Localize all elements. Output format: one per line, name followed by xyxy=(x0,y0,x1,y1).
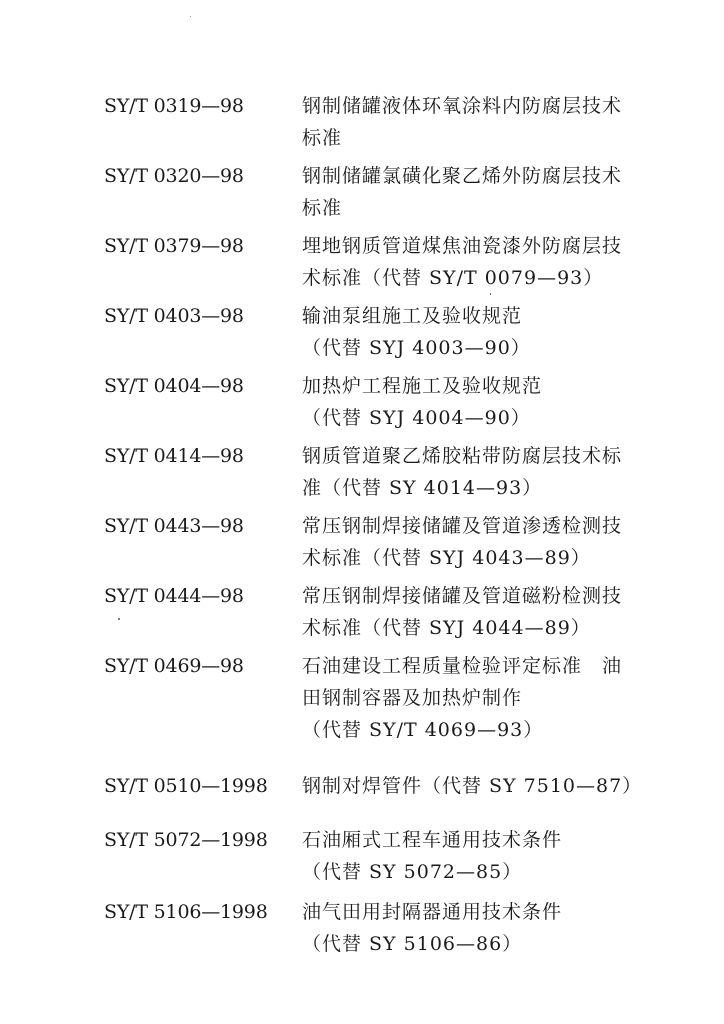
standard-title xyxy=(302,90,664,154)
scan-speck xyxy=(490,293,491,295)
standard-code: SY/T 0320—98 xyxy=(104,165,244,187)
standard-title xyxy=(302,370,664,434)
standard-code: SY/T 0444—98 xyxy=(104,585,244,607)
standard-title xyxy=(302,580,664,644)
standard-title xyxy=(302,230,664,294)
standard-title xyxy=(302,510,664,574)
title-line: （代替 SY 5072—85） xyxy=(302,861,523,883)
standard-code: SY/T 0379—98 xyxy=(104,235,244,257)
standard-code: SY/T 0404—98 xyxy=(104,375,244,397)
title-line: （代替 SY/T 4069—93） xyxy=(302,719,544,741)
title-line: 输油泵组施工及验收规范 xyxy=(302,305,523,327)
title-line: （代替 SY 5106—86） xyxy=(302,933,523,955)
standard-title xyxy=(302,770,664,802)
title-line: 术标准（代替 SY/T 0079—93） xyxy=(302,267,604,289)
standard-title xyxy=(302,896,664,960)
standard-code: SY/T 0414—98 xyxy=(104,445,244,467)
standard-title xyxy=(302,440,664,504)
standard-title xyxy=(302,160,664,224)
title-line: 加热炉工程施工及验收规范 xyxy=(302,375,543,397)
standard-title xyxy=(302,650,664,746)
standard-code: SY/T 0403—98 xyxy=(104,305,244,327)
title-line: 标准 xyxy=(302,127,343,149)
title-line: （代替 SYJ 4003—90） xyxy=(302,337,531,359)
title-line: 钢制储罐液体环氧涂料内防腐层技术 xyxy=(302,95,623,117)
standard-title xyxy=(302,824,664,888)
title-line: 埋地钢质管道煤焦油瓷漆外防腐层技 xyxy=(302,235,623,257)
title-line: 钢制储罐氯磺化聚乙烯外防腐层技术 xyxy=(302,165,623,187)
standard-code: SY/T 0469—98 xyxy=(104,655,244,677)
title-line: 钢制对焊管件（代替 SY 7510—87） xyxy=(302,775,643,797)
scan-speck xyxy=(190,16,191,17)
standard-code: SY/T 0443—98 xyxy=(104,515,244,537)
standard-code: SY/T 5106—1998 xyxy=(104,901,268,923)
title-line: 钢质管道聚乙烯胶粘带防腐层技术标 xyxy=(302,445,623,467)
title-line: 常压钢制焊接储罐及管道渗透检测技 xyxy=(302,515,623,537)
title-line: 石油建设工程质量检验评定标准 油 xyxy=(302,655,623,677)
title-line: 油气田用封隔器通用技术条件 xyxy=(302,901,563,923)
standard-title xyxy=(302,300,664,364)
title-line: 标准 xyxy=(302,197,343,219)
title-line: 准（代替 SY 4014—93） xyxy=(302,477,543,499)
title-line: 术标准（代替 SYJ 4043—89） xyxy=(302,547,591,569)
title-line: 常压钢制焊接储罐及管道磁粉检测技 xyxy=(302,585,623,607)
standard-code: SY/T 0319—98 xyxy=(104,95,244,117)
title-line: 田钢制容器及加热炉制作 xyxy=(302,687,523,709)
scan-speck xyxy=(118,618,120,620)
standard-code: SY/T 5072—1998 xyxy=(104,829,268,851)
standard-code: SY/T 0510—1998 xyxy=(104,775,268,797)
title-line: 石油厢式工程车通用技术条件 xyxy=(302,829,563,851)
title-line: 术标准（代替 SYJ 4044—89） xyxy=(302,617,591,639)
title-line: （代替 SYJ 4004—90） xyxy=(302,407,531,429)
